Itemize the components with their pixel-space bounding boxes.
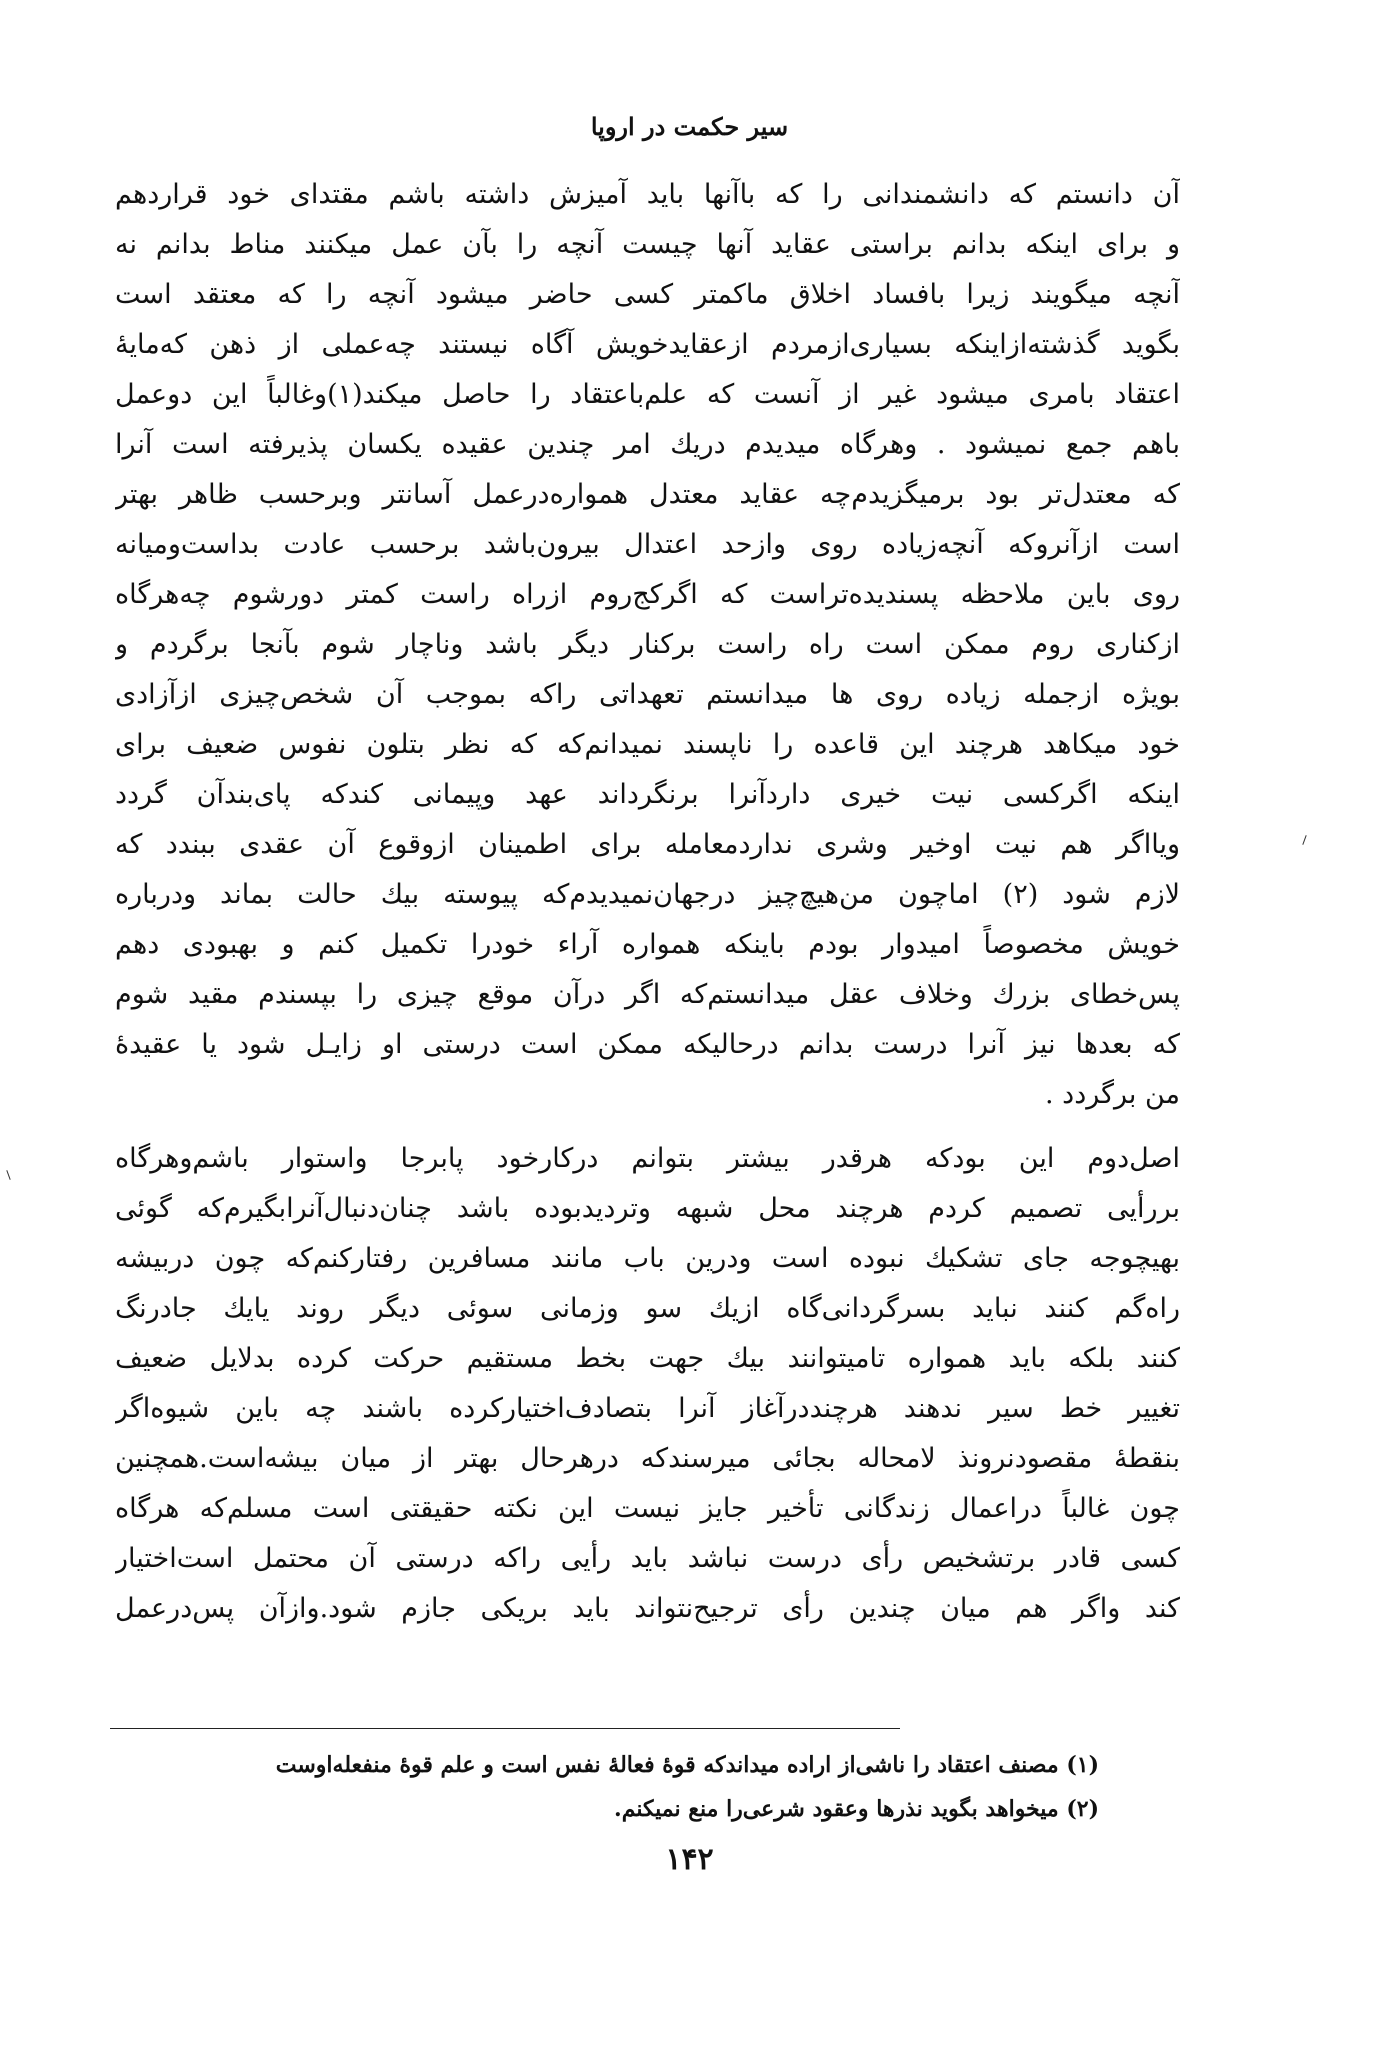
text-line: آن دانستم که دانشمندانی را که باآنها باید آمیزش داشته باشم مقتدای خود قراردهم — [115, 179, 1180, 210]
text-line: اعتقاد بامری میشود غیر از آنست که علم‌باعتقاد را حاصل میکند(۱)وغالباً این دوعمل — [115, 379, 1180, 410]
text-line: بویژه ازجمله زیاده روی ها میدانستم تعهداتی راکه بموجب آن شخص‌چیزی ازآزادی — [115, 679, 1180, 710]
text-line: بررأیی تصمیم کردم هرچند محل شبهه وتردیدبوده باشد چنان‌دنبال‌آنرابگیرم‌که گوئی — [115, 1193, 1180, 1224]
text-line: کنند بلکه باید همواره تامیتوانند بیك جهت بخط مستقیم حرکت کرده بدلایل ضعیف — [115, 1343, 1180, 1374]
text-line: اینکه اگرکسی نیت خیری داردآنرا برنگرداند عهد وپیمانی کندکه پای‌بندآن گردد — [115, 779, 1180, 810]
text-line: ویااگر هم نیت اوخیر وشری نداردمعامله برای اطمینان ازوقوع آن عقدی ببندد که — [115, 829, 1180, 860]
paragraph-2 — [115, 1134, 1180, 1634]
text-line: خویش مخصوصاً امیدوار بودم باینکه همواره آراء خودرا تکمیل کنم و بهبودی دهم — [115, 929, 1180, 960]
text-line: چون غالباً دراعمال زندگانی تأخیر جایز نیست این نکته حقیقتی است مسلم‌که هرگاه — [115, 1493, 1180, 1524]
page-number: ۱۴۲ — [665, 1842, 714, 1877]
text-line: راه‌گم کنند نباید بسرگردانی‌گاه ازیك سو وزمانی سوئی دیگر روند یایك جادرنگ — [115, 1293, 1180, 1324]
text-line: اصل‌دوم این بودکه هرقدر بیشتر بتوانم درکارخود پابرجا واستوار باشم‌وهرگاه — [115, 1143, 1180, 1174]
text-line: و برای اینکه بدانم براستی عقاید آنها چیست آنچه را بآن عمل میکنند مناط بدانم نه — [115, 229, 1180, 260]
text-line: تغییر خط سیر ندهند هرچنددرآغاز آنرا بتصادف‌اختیارکرده باشند چه باین شیوه‌اگر — [115, 1393, 1180, 1424]
text-line: کند واگر هم میان چندین رأی ترجیح‌نتواند باید بریکی جازم شود.وازآن پس‌درعمل — [115, 1593, 1180, 1624]
margin-mark — [1302, 835, 1306, 845]
text-line: بنقطهٔ مقصودنرونذ لامحاله بجائی میرسندکه درهرحال بهتر از میان بیشه‌است.همچنین — [115, 1443, 1180, 1474]
margin-mark — [6, 1170, 10, 1180]
paragraph-1 — [115, 170, 1180, 1120]
text-line: لازم شود (۲) اماچون من‌هیچ‌چیز درجهان‌نمیدیدم‌که پیوسته بیك حالت بماند ودرباره — [115, 879, 1180, 910]
text-line: خود میکاهد هرچند این قاعده را ناپسند نمیدانم‌که که نظر بتلون نفوس ضعیف برای — [115, 729, 1180, 760]
text-line: که بعدها نیز آنرا درست بدانم درحالیکه ممکن است درستی او زایـل شود یا عقیدهٔ — [115, 1029, 1180, 1060]
running-header: سیر حکمت در اروپا — [590, 112, 789, 141]
text-line: ازکناری روم ممکن است راه راست برکنار دیگر باشد وناچار شوم بآنجا برگردم و — [115, 629, 1180, 660]
text-line: که معتدل‌تر بود برمیگزیدم‌چه عقاید معتدل همواره‌درعمل آسانتر وبرحسب ظاهر بهتر — [115, 479, 1180, 510]
body-text — [115, 170, 1180, 1634]
text-line: روی باین ملاحظه پسندیده‌تراست که اگرکج‌روم ازراه راست کمتر دورشوم چه‌هرگاه — [115, 579, 1180, 610]
paragraph-break — [115, 1120, 1180, 1134]
text-line: پس‌خطای بزرك وخلاف عقل میدانستم‌که اگر درآن موقع چیزی را بپسندم مقید شوم — [115, 979, 1180, 1010]
footnote-2: (۲) میخواهد بگوید نذرها وعقود شرعی‌را منع نمیکنم. — [614, 1796, 1099, 1822]
text-line: باهم جمع نمیشود . وهرگاه میدیدم دریك امر چندین عقیده یکسان پذیرفته است آنرا — [115, 429, 1180, 460]
text-line: آنچه میگویند زیرا بافساد اخلاق ماکمتر کسی حاضر میشود آنچه را که معتقد است — [115, 279, 1180, 310]
text-line: کسی قادر برتشخیص رأی درست نباشد باید رأیی راکه درستی آن محتمل است‌اختیار — [115, 1543, 1180, 1574]
text-line: بگوید گذشته‌ازاینکه بسیاری‌ازمردم ازعقایدخویش آگاه نیستند چه‌عملی از ذهن که‌مایهٔ — [115, 329, 1180, 360]
text-line: است ازآنروکه آنچه‌زیاده روی وازحد اعتدال بیرون‌باشد برحسب عادت بداست‌ومیانه — [115, 529, 1180, 560]
footnote-divider — [110, 1728, 900, 1729]
text-line: من برگردد . — [1045, 1079, 1180, 1110]
footnote-1: (۱) مصنف اعتقاد را ناشی‌از اراده میداندکه قوهٔ فعالهٔ نفس است و علم قوهٔ منفعله‌اوست — [275, 1752, 1099, 1778]
text-line: بهیچوجه جای تشکیك نبوده است ودرین باب مانند مسافرین رفتارکنم‌که چون دربیشه — [115, 1243, 1180, 1274]
